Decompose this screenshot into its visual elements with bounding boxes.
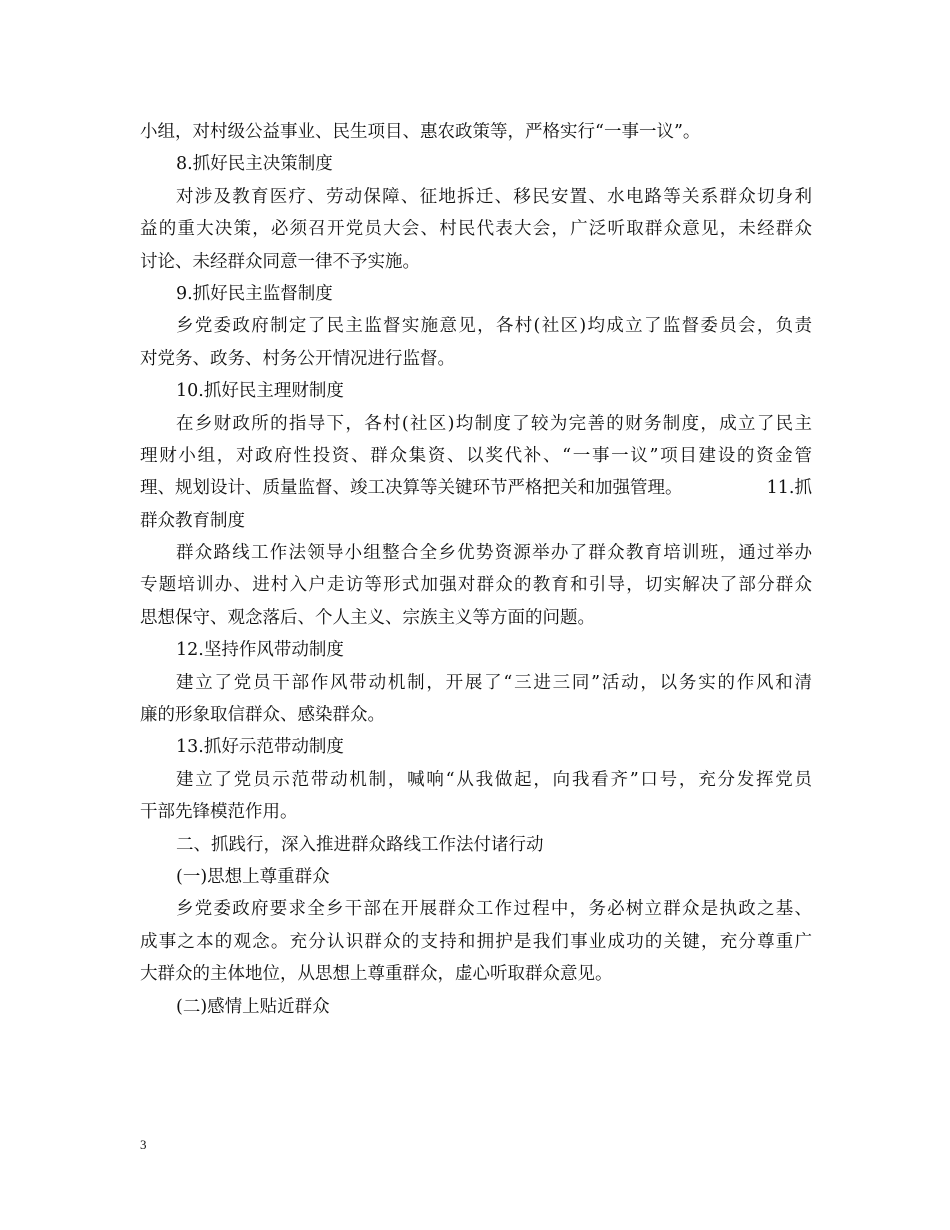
text-line: 建立了党员干部作风带动机制，开展了“三进三同”活动，以务实的作风和清 [176,672,812,693]
text-line: 小组，对村级公益事业、民生项目、惠农政策等，严格实行“一事一议”。 [140,122,701,142]
page-number: 3 [140,1137,147,1152]
section-heading-continuation: 群众教育制度 [140,510,245,531]
document-body [140,116,812,1023]
text-line: 成事之本的观念。充分认识群众的支持和拥护是我们事业成功的关键，充分尊重广 [140,931,812,952]
subsection-heading: (一)思想上尊重群众 [176,866,330,887]
section-heading: 10.抓好民主理财制度 [176,381,344,402]
text-line: 乡党委政府要求全乡干部在开展群众工作过程中，务必树立群众是执政之基、 [176,899,812,920]
text-line: 廉的形象取信群众、感染群众。 [140,705,385,726]
chapter-heading: 二、抓践行，深入推进群众路线工作法付诸行动 [176,834,544,855]
text-line: 建立了党员示范带动机制，喊响“从我做起，向我看齐”口号，充分发挥党员 [176,769,812,790]
text-line: 专题培训办、进村入户走访等形式加强对群众的教育和引导，切实解决了部分群众 [140,575,812,596]
inline-section-heading: 11.抓 [766,478,812,499]
text-line: 益的重大决策，必须召开党员大会、村民代表大会，广泛听取群众意见，未经群众 [140,219,812,240]
subsection-heading: (二)感情上贴近群众 [176,996,330,1017]
text-segment: 理、规划设计、质量监督、竣工决算等关键环节严格把关和加强管理。 [140,478,683,499]
text-line: 在乡财政所的指导下，各村(社区)均制度了较为完善的财务制度，成立了民主 [176,413,812,434]
text-line: 干部先锋模范作用。 [140,802,298,823]
section-heading: 12.坚持作风带动制度 [176,640,344,661]
text-line: 讨论、未经群众同意一律不予实施。 [140,251,420,272]
section-heading: 8.抓好民主决策制度 [176,154,333,175]
text-line: 乡党委政府制定了民主监督实施意见，各村(社区)均成立了监督委员会，负责 [176,316,812,337]
text-line: 对涉及教育医疗、劳动保障、征地拆迁、移民安置、水电路等关系群众切身利 [176,186,812,207]
text-line: 对党务、政务、村务公开情况进行监督。 [140,348,455,369]
section-heading: 13.抓好示范带动制度 [176,737,344,758]
text-line: 群众路线工作法领导小组整合全乡优势资源举办了群众教育培训班，通过举办 [176,543,812,564]
text-line: 思想保守、观念落后、个人主义、宗族主义等方面的问题。 [140,607,595,628]
text-line-with-inline-heading [140,472,812,504]
text-line: 大群众的主体地位，从思想上尊重群众，虚心听取群众意见。 [140,964,613,985]
section-heading: 9.抓好民主监督制度 [176,283,333,304]
text-line: 理财小组，对政府性投资、群众集资、以奖代补、“一事一议”项目建设的资金管 [140,445,812,466]
